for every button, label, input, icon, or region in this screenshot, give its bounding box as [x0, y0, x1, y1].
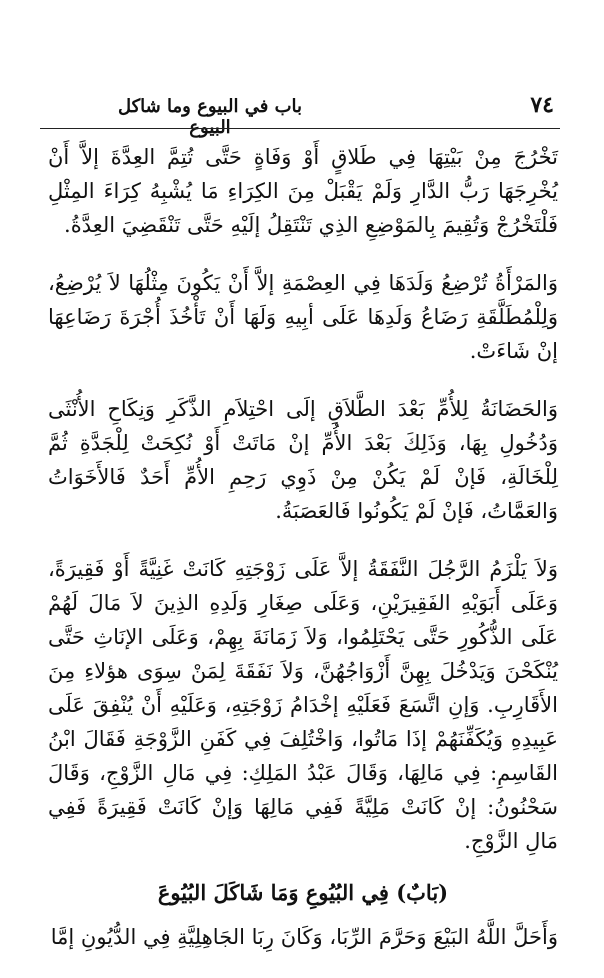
paragraph-custody: وَالحَضَانَةُ لِلأُمِّ بَعْدَ الطَّلاَقِ إلَى احْتِلاَمِ الذَّكَرِ وَنِكَاحِ الأُنْثَى وَدُخُولِ بِهَا، وَذَلِكَ بَعْدَ الأُمِّ إنْ مَاتَتْ أَوْ نُكِحَتْ لِلْجَدَّةِ ثُمَّ لِلْخَالَةِ، فَإنْ لَمْ يَكُنْ مِنْ ذَوِي رَحِمِ الأُمِّ أَحَدٌ فَالأَخَوَاتُ وَالعَمَّاتُ، فَإنْ لَمْ يَكُونُوا فَالعَصَبَةُ. — [48, 397, 558, 523]
running-title: باب في البيوع وما شاكل البيوع — [117, 96, 303, 138]
paragraph-nursing: وَالمَرْأَةُ تُرْضِعُ وَلَدَهَا فِي العِصْمَةِ إلاَّ أَنْ يَكُونَ مِثْلُهَا لاَ يُرْضِعُ، وَلِلْمُطَلَّقَةِ رَضَاعُ وَلَدِهَا عَلَى أبِيهِ وَلَهَا أَنْ تَأْخُذَ أُجْرَةَ رَضَاعِهَا إنْ شَاءَتْ. — [48, 271, 558, 363]
header-rule — [40, 128, 560, 129]
paragraph-sales-intro: وَأَحَلَّ اللَّهُ البَيْعَ وَحَرَّمَ الرِّبَا، وَكَانَ رِبَا الجَاهِلِيَّةِ فِي الدُّيُونِ إمَّا — [50, 925, 558, 949]
paragraph-maintenance: وَلاَ يَلْزَمُ الرَّجُلَ النَّفَقَةُ إلاَّ عَلَى زَوْجَتِهِ كَانَتْ غَنِيَّةً أَوْ فَقِيرَةً، وَعَلَى أَبَوَيْهِ الفَقِيرَيْنِ، وَعَلَى صِغَارِ وَلَدِهِ الذِينَ لاَ مَالَ لَهُمْ عَلَى الذُّكُورِ حَتَّى يَحْتَلِمُوا، وَلاَ زَمَانَةَ بِهِمْ، وَعَلَى الإنَاثِ حَتَّى يُنْكَحْنَ وَيَدْخُلَ بِهِنَّ أَزْوَاجُهُنَّ، وَلاَ نَفَقَةَ لِمَنْ سِوَى هؤلاءِ مِنَ الأَقَارِبِ. وَإنِ اتَّسَعَ فَعَلَيْهِ إخْدَامُ زَوْجَتِهِ، وَعَلَيْهِ أَنْ يُنْفِقَ عَلَى عَبِيدِهِ وَيُكَفِّنَهُمْ إذَا مَاتُوا، وَاخْتُلِفَ فِي كَفَنِ الزَّوْجَةِ فَقَالَ ابْنُ القَاسِمِ: فِي مَالِهَا، وَقَالَ عَبْدُ المَلِكِ: فِي مَالِ الزَّوْجِ، وَقَالَ سَحْنُونُ: إنْ كَانَتْ مَلِيَّةً فَفِي مَالِهَا وَإنْ كَانَتْ فَقِيرَةً فَفِي مَالِ الزَّوْجِ. — [48, 557, 558, 853]
page-number: ٧٤ — [530, 92, 554, 118]
page-body — [48, 140, 558, 978]
section-heading: (بَابٌ) فِي البُيُوعِ وَمَا شَاكَلَ البُيُوعَ — [157, 880, 449, 905]
paragraph-iddah: تَخْرُجَ مِنْ بَيْتِهَا فِي طَلاقٍ أَوْ وَفَاةٍ حَتَّى تُتِمَّ العِدَّةَ إلاَّ أَنْ يُخْرِجَهَا رَبُّ الدَّارِ وَلَمْ يَقْبَلْ مِنَ الكِرَاءِ مَا يُشْبِهُ كِرَاءَ المِثْلِ فَلْتَخْرُجْ وَتُقِيمَ بِالمَوْضِعِ الذِي تَنْتَقِلُ إلَيْهِ حَتَّى تَنْقَضِيَ العِدَّةُ. — [48, 145, 558, 237]
page-header — [40, 88, 560, 138]
